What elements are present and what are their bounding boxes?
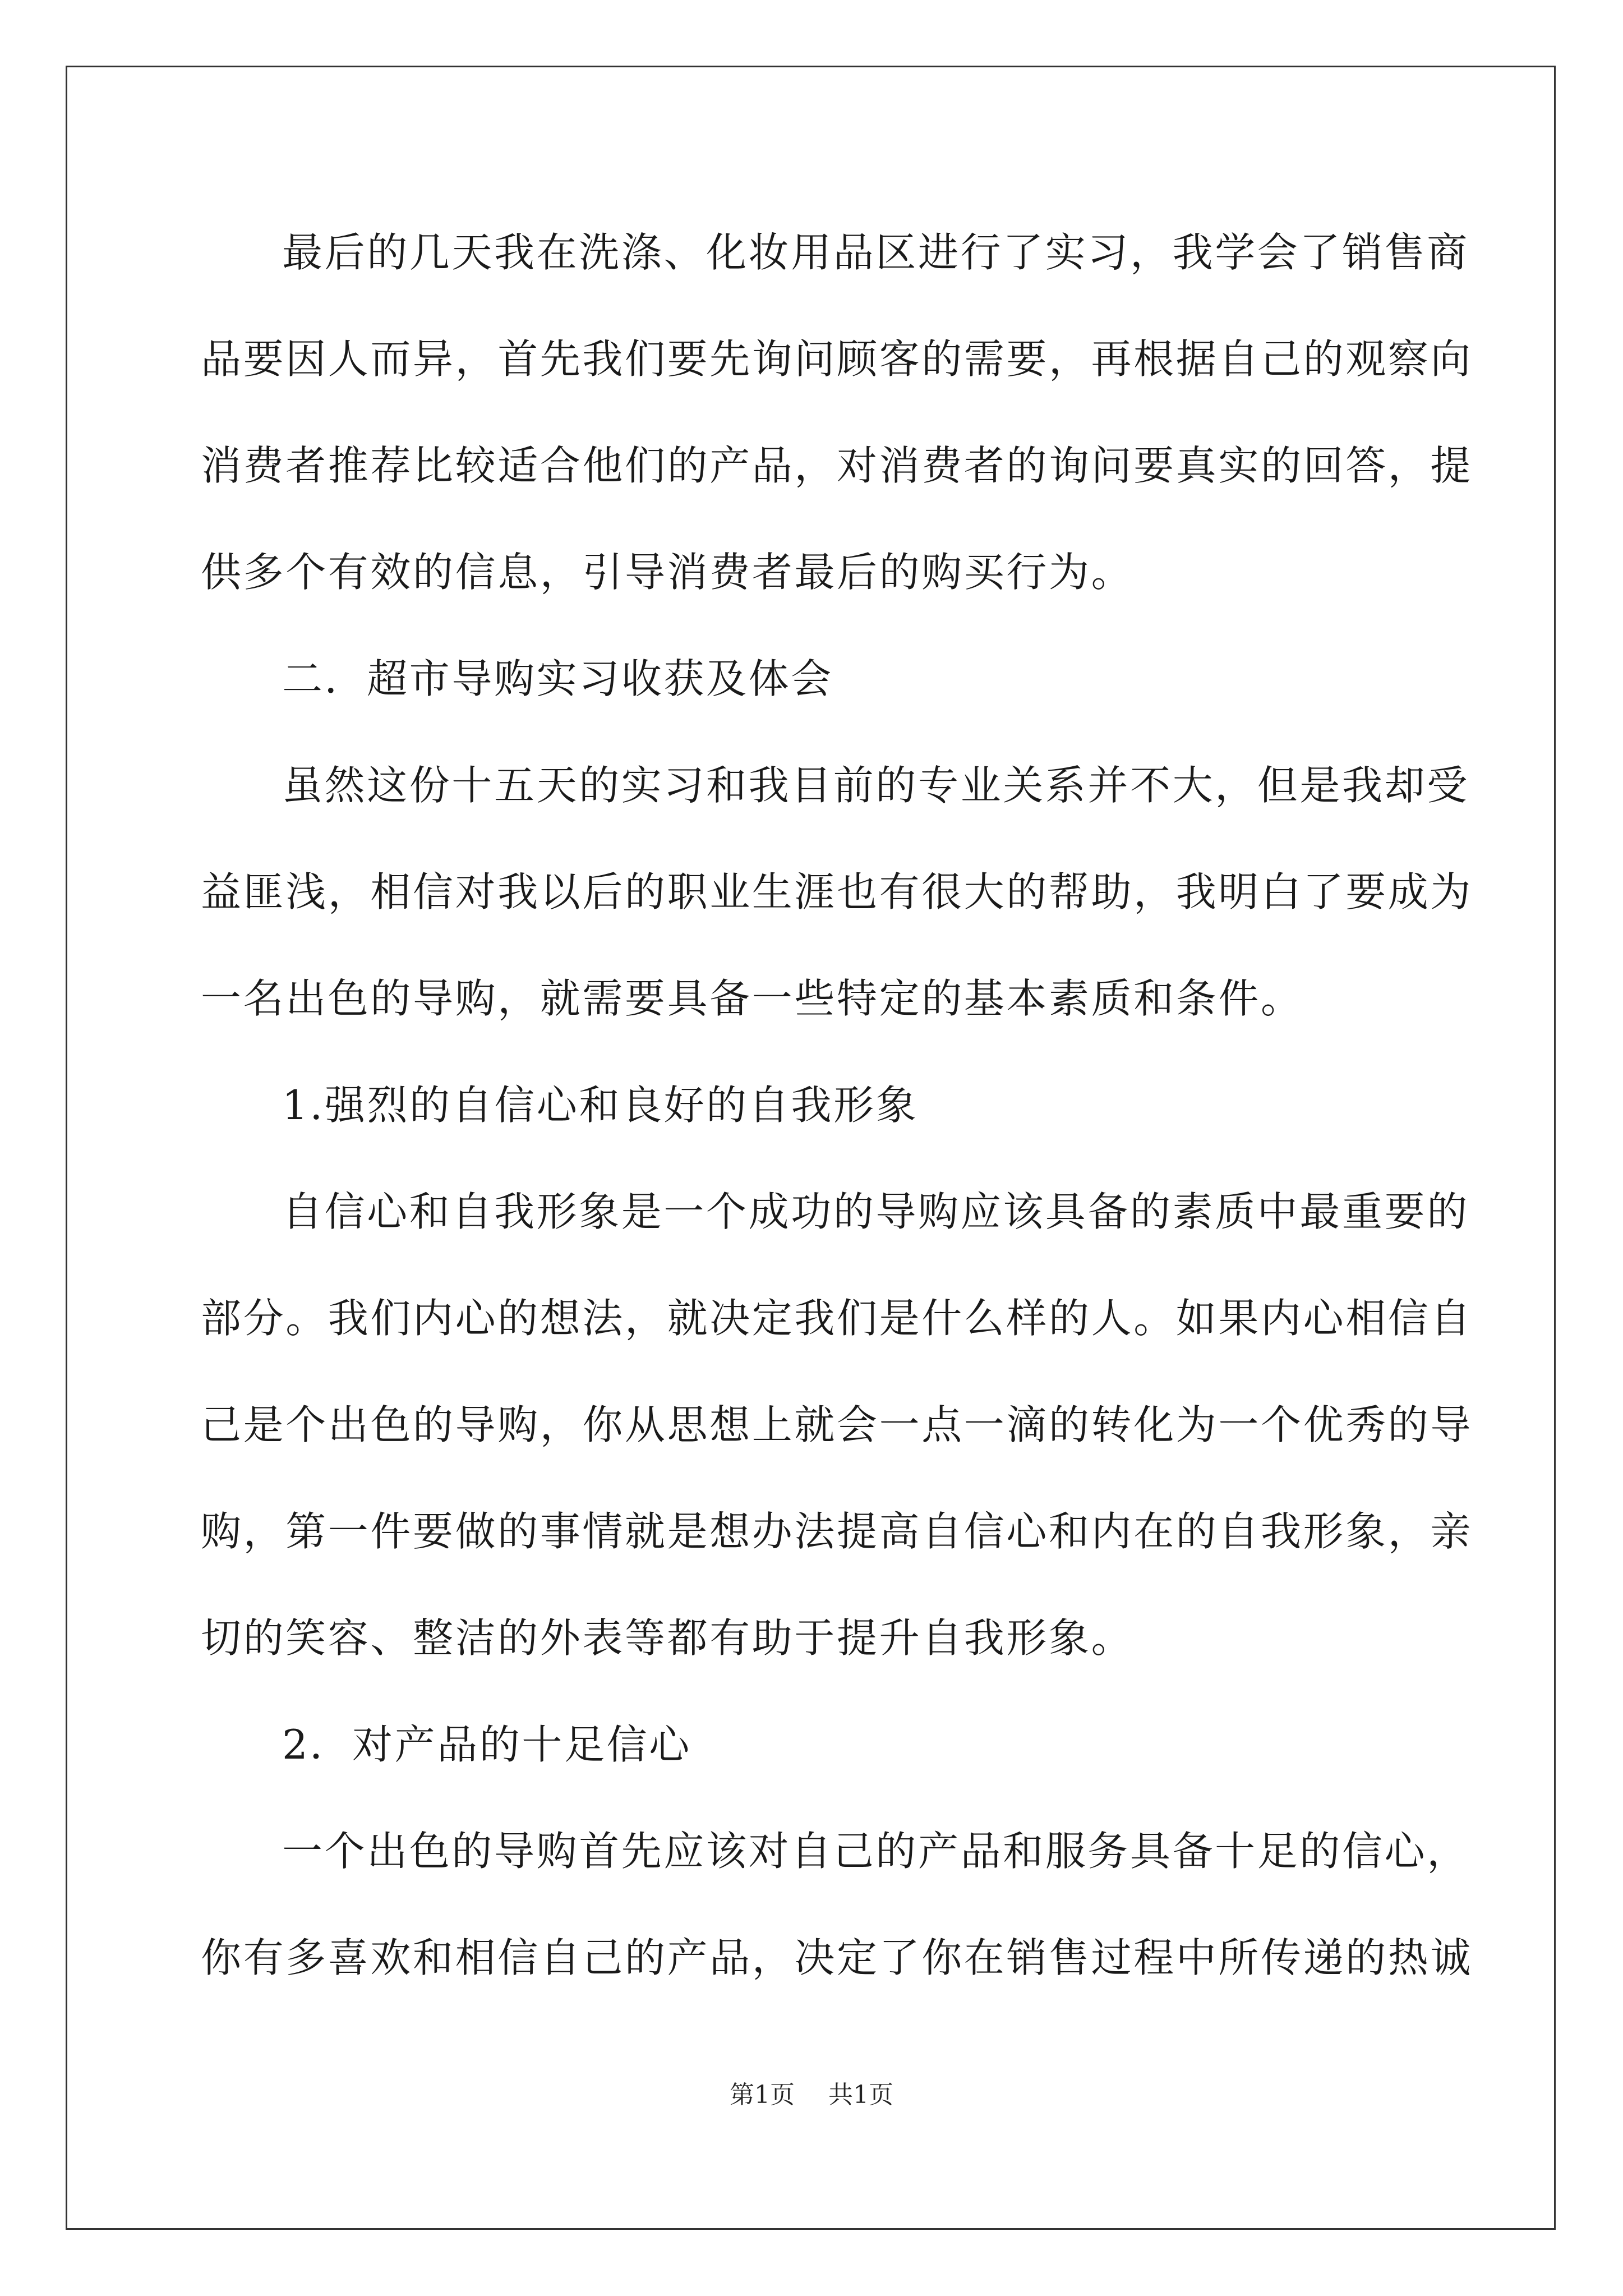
paragraph-line: 己是个出色的导购，你从思想上就会一点一滴的转化为一个优秀的导 (201, 1401, 1473, 1448)
paragraph-line: 你有多喜欢和相信自己的产品，决定了你在销售过程中所传递的热诚 (201, 1934, 1473, 1981)
paragraph-line: 一名出色的导购，就需要具备一些特定的基本素质和条件。 (201, 975, 1303, 1022)
paragraph-line: 益匪浅，相信对我以后的职业生涯也有很大的帮助，我明白了要成为 (201, 868, 1473, 915)
document-body (201, 210, 1473, 2022)
section-heading: 二．超市导购实习收获及体会 (282, 655, 833, 702)
paragraph-line: 最后的几天我在洗涤、化妆用品区进行了实习，我学会了销售商 (282, 229, 1469, 276)
page-number: 第1页 (730, 2081, 795, 2109)
paragraph-line: 一个出色的导购首先应该对自己的产品和服务具备十足的信心， (282, 1828, 1469, 1875)
page-total: 共1页 (828, 2081, 893, 2109)
subsection-heading: 2．对产品的十足信心 (282, 1721, 691, 1768)
paragraph-line: 虽然这份十五天的实习和我目前的专业关系并不大，但是我却受 (282, 762, 1469, 809)
paragraph-line: 消费者推荐比较适合他们的产品，对消费者的询问要真实的回答，提 (201, 442, 1473, 489)
page-footer (0, 2078, 1623, 2112)
paragraph-line: 品要因人而异，首先我们要先询问顾客的需要，再根据自己的观察向 (201, 335, 1473, 383)
subsection-heading: 1.强烈的自信心和良好的自我形象 (282, 1082, 919, 1129)
paragraph-line: 购，第一件要做的事情就是想办法提高自信心和内在的自我形象，亲 (201, 1508, 1473, 1555)
paragraph-line: 切的笑容、整洁的外表等都有助于提升自我形象。 (201, 1614, 1134, 1662)
paragraph-line: 供多个有效的信息，引导消费者最后的购买行为。 (201, 549, 1134, 596)
paragraph-line: 部分。我们内心的想法，就决定我们是什么样的人。如果内心相信自 (201, 1295, 1473, 1342)
paragraph-line: 自信心和自我形象是一个成功的导购应该具备的素质中最重要的 (282, 1188, 1469, 1235)
